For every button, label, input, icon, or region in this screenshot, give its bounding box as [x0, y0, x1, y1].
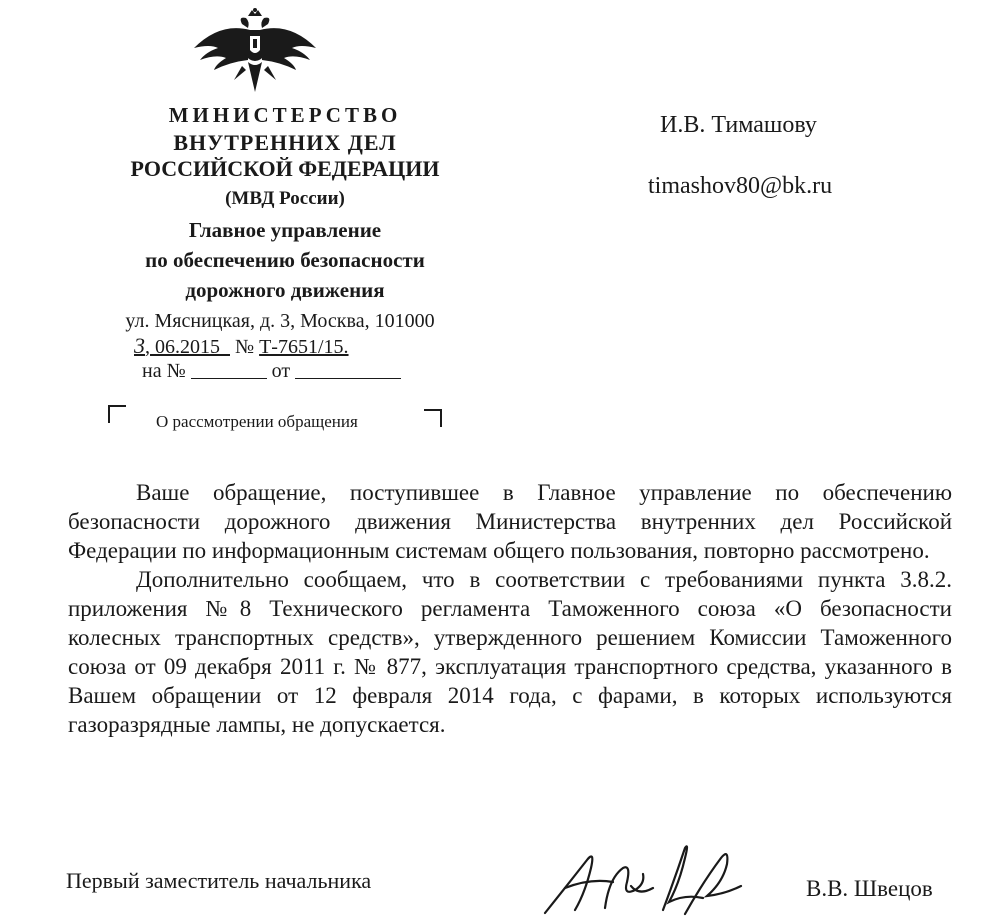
registration-line: 3, 06.2015 № Т-7651/15.: [134, 333, 349, 358]
reference-date-blank: [295, 360, 401, 379]
department-name-line1: Главное управление: [188, 218, 382, 242]
registration-number-sign: №: [235, 336, 255, 358]
reference-number-blank: [191, 360, 267, 379]
ministry-title-line2: ВНУТРЕННИХ ДЕЛ: [173, 130, 397, 155]
handwritten-signature: [535, 838, 750, 917]
sender-address: ул. Мясницкая, д. 3, Москва, 101000: [125, 310, 435, 332]
letter-body: [68, 478, 952, 739]
reference-line: [142, 360, 401, 383]
subject-corner-left: [108, 405, 126, 423]
department-name-line3: дорожного движения: [185, 278, 385, 302]
ministry-title-line3: РОССИЙСКОЙ ФЕДЕРАЦИИ: [130, 156, 440, 181]
registration-number: Т-7651/15.: [259, 336, 349, 358]
department-name-line2: по обеспечению безопасности: [145, 248, 425, 272]
body-paragraph-1: Ваше обращение, поступившее в Главное управление по обеспечению безопасности дорожного движения Министерства внутренних дел Российской Федерации по информационным системам общего пользования, повторно рассмотрено.: [68, 480, 952, 563]
recipient-email: timashov80@bk.ru: [648, 173, 833, 199]
subject-corner-right: [424, 409, 442, 427]
double-headed-eagle-icon: [190, 8, 320, 96]
ministry-title: МИНИСТЕРСТВО: [168, 103, 402, 127]
reference-label: на №: [142, 360, 186, 382]
recipient-name: И.В. Тимашову: [660, 112, 817, 138]
body-paragraph-2: Дополнительно сообщаем, что в соответствии с требованиями пункта 3.8.2. приложения №8 Технического регламента Таможенного союза «О безопасности колесных транспортных средств», утвержденного решением Комиссии Таможенного союза от 09 декабря 2011 г. № 877, эксплуатация транспортного средства, указанного в Вашем обращении от 12 февраля 2014 года, с фарами, в которых используются газоразрядные лампы, не допускается.: [68, 567, 952, 737]
registration-date: 06.2015: [155, 336, 220, 358]
signatory-name: В.В. Швецов: [806, 876, 933, 901]
registration-day: 3: [134, 333, 145, 358]
letter-subject: О рассмотрении обращения: [156, 412, 358, 431]
signatory-title: Первый заместитель начальника: [66, 868, 372, 893]
ministry-abbreviation: (МВД России): [225, 188, 345, 209]
reference-from-label: от: [271, 360, 291, 382]
